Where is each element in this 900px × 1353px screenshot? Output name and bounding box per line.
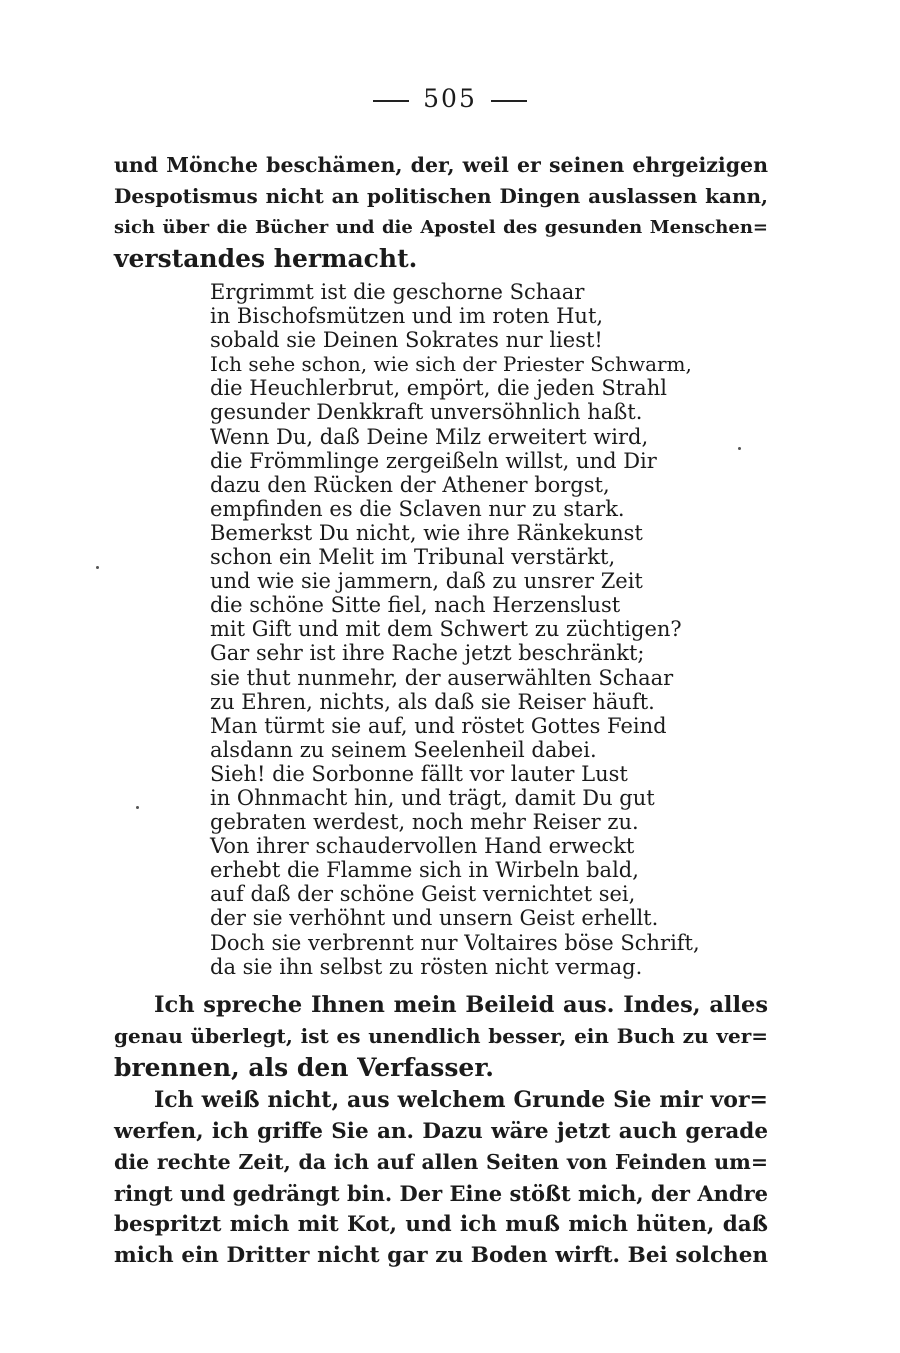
paragraph-line: die rechte Zeit, da ich auf allen Seiten von Feinden um= bbox=[114, 1150, 768, 1174]
poem-line: die Heuchlerbrut, empört, die jeden Strahl bbox=[210, 376, 667, 401]
paragraph-line: genau überlegt, ist es unendlich besser, ein Buch zu ver= bbox=[114, 1024, 768, 1048]
poem-line: Gar sehr ist ihre Rache jetzt beschränkt; bbox=[210, 641, 645, 666]
paragraph-line: sich über die Bücher und die Apostel des gesunden Menschen= bbox=[114, 217, 768, 238]
paragraph-condolence bbox=[114, 990, 768, 1083]
poem-line: erhebt die Flamme sich in Wirbeln bald, bbox=[210, 858, 639, 883]
poem-line: auf daß der schöne Geist vernichtet sei, bbox=[210, 882, 636, 907]
poem-line: Ergrimmt ist die geschorne Schaar bbox=[210, 280, 585, 304]
paragraph-line: werfen, ich griffe Sie an. Dazu wäre jetzt auch gerade bbox=[114, 1119, 768, 1144]
poem-line: schon ein Melit im Tribunal verstärkt, bbox=[210, 545, 616, 570]
poem-line: in Ohnmacht hin, und trägt, damit Du gut bbox=[210, 785, 655, 810]
poem-line: Von ihrer schaudervollen Hand erweckt bbox=[210, 834, 635, 859]
poem-line: da sie ihn selbst zu rösten nicht vermag. bbox=[210, 954, 643, 979]
paragraph-line: und Mönche beschämen, der, weil er seinen ehrgeizigen bbox=[114, 153, 768, 177]
print-speck bbox=[136, 806, 139, 809]
print-speck bbox=[738, 447, 741, 450]
poem-line: sie thut nunmehr, der auserwählten Schaar bbox=[210, 665, 674, 690]
poem-line: und wie sie jammern, daß zu unsrer Zeit bbox=[210, 569, 643, 594]
paragraph-line: mich ein Dritter nicht gar zu Boden wirft. Bei solchen bbox=[114, 1243, 768, 1268]
poem-line: empfinden es die Sclaven nur zu stark. bbox=[210, 496, 625, 521]
poem-line: dazu den Rücken der Athener borgst, bbox=[210, 472, 610, 497]
paragraph-line: ringt und gedrängt bin. Der Eine stößt mich, der Andre bbox=[114, 1181, 768, 1206]
poem-line: in Bischofsmützen und im roten Hut, bbox=[210, 304, 604, 329]
page-header bbox=[0, 84, 900, 113]
poem-line: mit Gift und mit dem Schwert zu züchtigen? bbox=[210, 617, 682, 642]
poem-line: Bemerkst Du nicht, wie ihre Ränkekunst bbox=[210, 520, 643, 545]
paragraph-line: verstandes hermacht. bbox=[114, 244, 418, 273]
poem-line: der sie verhöhnt und unsern Geist erhellt. bbox=[210, 906, 659, 931]
paragraph-reply bbox=[114, 1085, 768, 1271]
paragraph-line: Ich weiß nicht, aus welchem Grunde Sie mir vor= bbox=[154, 1087, 768, 1113]
paragraph-line: Ich spreche Ihnen mein Beileid aus. Indes, alles bbox=[154, 992, 768, 1018]
poem-line: Wenn Du, daß Deine Milz erweitert wird, bbox=[210, 424, 649, 449]
header-dash-left bbox=[373, 100, 409, 102]
poem-line: sobald sie Deinen Sokrates nur liest! bbox=[210, 328, 603, 353]
poem-line: die schöne Sitte fiel, nach Herzenslust bbox=[210, 593, 621, 618]
print-speck bbox=[96, 566, 99, 569]
paragraph-line: Despotismus nicht an politischen Dingen auslassen kann, bbox=[114, 184, 768, 208]
poem-line: alsdann zu seinem Seelenheil dabei. bbox=[210, 737, 597, 762]
poem-line: die Frömmlinge zergeißeln willst, und Dir bbox=[210, 448, 657, 473]
poem-line: gesunder Denkkraft unversöhnlich haßt. bbox=[210, 400, 643, 425]
paragraph-line: brennen, als den Verfasser. bbox=[114, 1053, 494, 1082]
poem-line: Doch sie verbrennt nur Voltaires böse Schrift, bbox=[210, 930, 700, 955]
paragraph-line: bespritzt mich mit Kot, und ich muß mich hüten, daß bbox=[114, 1212, 768, 1237]
header-dash-right bbox=[491, 100, 527, 102]
page-number: 505 bbox=[423, 84, 477, 113]
paragraph-continuation bbox=[114, 150, 768, 274]
poem-line: Ich sehe schon, wie sich der Priester Schwarm, bbox=[210, 352, 692, 377]
poem-line: Sieh! die Sorbonne fällt vor lauter Lust bbox=[210, 761, 628, 786]
poem-line: gebraten werdest, noch mehr Reiser zu. bbox=[210, 810, 639, 835]
poem-block bbox=[210, 280, 700, 979]
poem-line: zu Ehren, nichts, als daß sie Reiser häuft. bbox=[210, 689, 655, 714]
poem-line: Man türmt sie auf, und röstet Gottes Feind bbox=[210, 713, 667, 738]
